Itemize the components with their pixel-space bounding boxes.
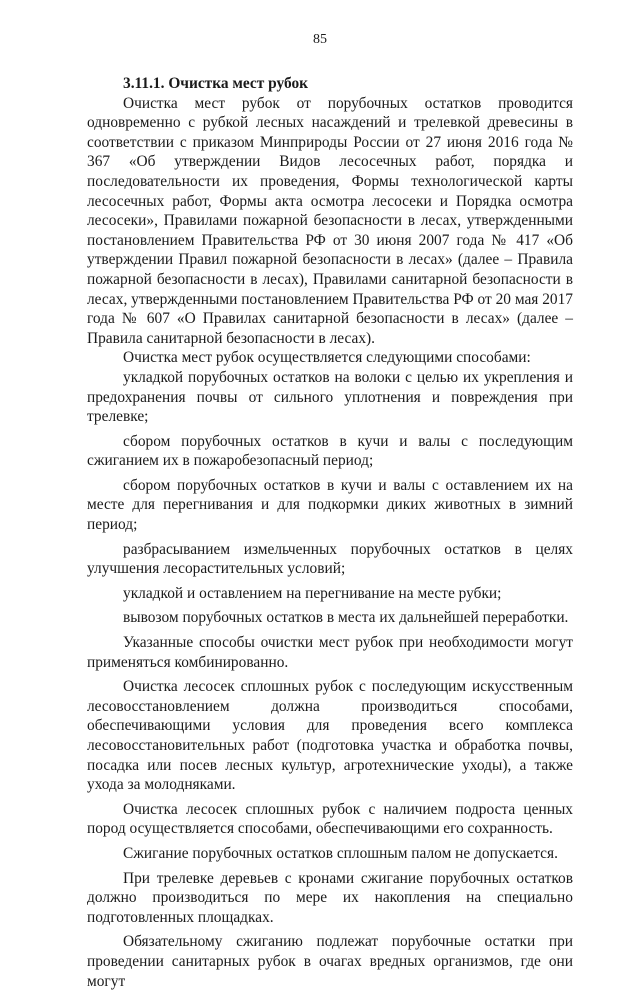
page-number: 85 [313,32,327,47]
list-item-method-2: сбором порубочных остатков в кучи и валы с последующим сжиганием их в пожаробезопасный период; [87,432,573,470]
paragraph-skidding: При трелевке деревьев с кронами сжигание порубочных остатков должно производиться по мере их накопления на специально подготовленных площадках. [87,869,573,926]
document-body [87,74,573,991]
paragraph-combined: Указанные способы очистки мест рубок при необходимости могут применяться комбинированно. [87,634,573,671]
list-item-method-1: укладкой порубочных остатков на волоки с целью их укрепления и предохранения почвы от сильного уплотнения и повреждения при трелевке; [87,368,573,426]
paragraph-intro: Очистка мест рубок от порубочных остатков проводится одновременно с рубкой лесных насаждений и трелевкой древесины в соответствии с приказом Минприроды России от 27 июня 2016 года № 367 «Об утверждении Видов лесосечных работ, порядка и последовательности их проведения, Формы технологической карты лесосечных работ, Формы акта осмотра лесосеки и Порядка осмотра лесосеки», Правилами пожарной безопасности в лесах, утвержденными постановлением Правительства РФ от 30 июня 2007 года № 417 «Об утверждении Правил пожарной безопасности в лесах» (далее – Правила пожарной безопасности в лесах), Правилами санитарной безопасности в лесах, утвержденными постановлением Правительства РФ от 20 мая 2017 года № 607 «О Правилах санитарной безопасности в лесах» (далее – Правила санитарной безопасности в лесах). [87,94,573,347]
paragraph-clearcut-undergrowth: Очистка лесосек сплошных рубок с наличием подроста ценных пород осуществляется способами, обеспечивающими его сохранность. [87,800,573,838]
list-item-method-4: разбрасыванием измельченных порубочных остатков в целях улучшения лесорастительных условий; [87,540,573,578]
paragraph-mandatory-burning: Обязательному сжиганию подлежат порубочные остатки при проведении санитарных рубок в очагах вредных организмов, где они могут [87,933,573,990]
paragraph-burning-ban: Сжигание порубочных остатков сплошным палом не допускается. [123,844,558,862]
list-item-method-3: сбором порубочных остатков в кучи и валы с оставлением их на месте для перегнивания и для подкормки диких животных в зимний период; [87,476,573,534]
section-heading: 3.11.1. Очистка мест рубок [123,75,309,92]
list-item-method-5: укладкой и оставлением на перегнивание на месте рубки; [123,584,502,602]
list-item-method-6: вывозом порубочных остатков в места их дальнейшей переработки. [123,609,569,627]
paragraph-clearcut-reforestation: Очистка лесосек сплошных рубок с последующим искусственным лесовосстановлением должна производиться способами, обеспечивающими условия для проведения всего комплекса лесовосстановительных работ (подготовка участка и обработка почвы, посадка или посев лесных культур, агротехнические уходы), а также ухода за молодняками. [87,678,573,794]
paragraph-methods-lead: Очистка мест рубок осуществляется следующими способами: [123,349,531,367]
